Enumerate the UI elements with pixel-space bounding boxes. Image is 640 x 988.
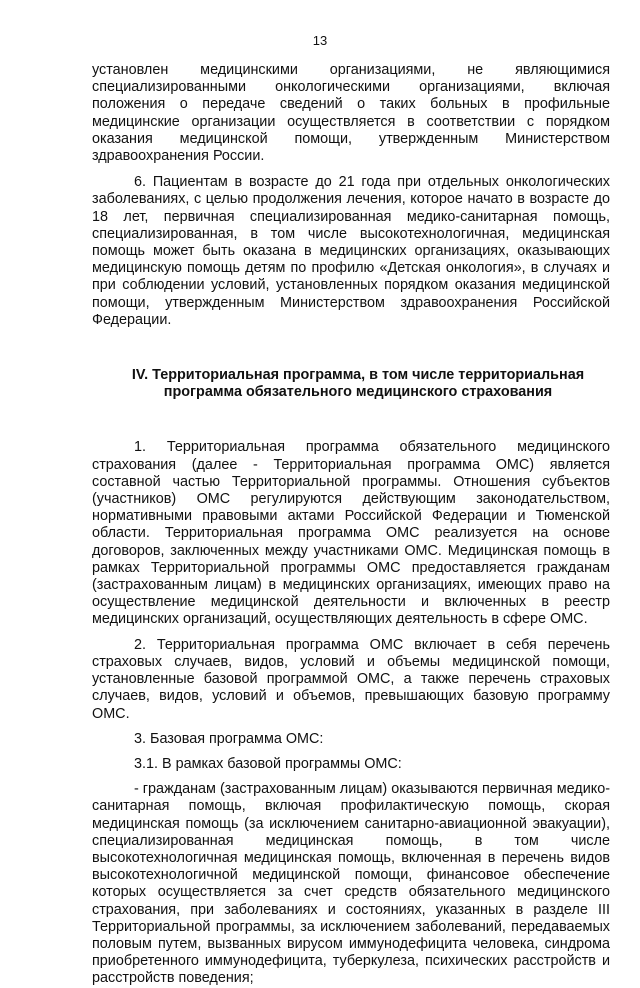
paragraph-list-item: - гражданам (застрахованным лицам) оказываются первичная медико-санитарная помощь, включая профилактическую помощь, скорая медицинская помощь (за исключением санитарно-авиационной эвакуации), специализированная медицинская помощь, в том числе высокотехнологичная медицинская помощь, включенная в перечень видов высокотехнологичной медицинской помощи, финансовое обеспечение которых осуществляется за счет средств обязательного медицинского страхования, при заболеваниях и состояниях, указанных в разделе III Территориальной программы, за исключением заболеваний, передаваемых половым путем, вызванных вирусом иммунодефицита человека, синдрома приобретенного иммунодефицита, туберкулеза, психических расстройств и расстройств поведения;	[92, 781, 610, 987]
paragraph-item-2: 2. Территориальная программа ОМС включает в себя перечень страховых случаев, видов, условий и объемы медицинской помощи, установленные базовой программой ОМС, а также перечень страховых случаев, видов, условий и объемов, превышающих базовую программу ОМС.	[92, 636, 610, 722]
section-heading-line-2: программа обязательного медицинского страхования	[163, 384, 553, 401]
document-body	[92, 62, 610, 988]
paragraph-item-6: 6. Пациентам в возрасте до 21 года при отдельных онкологических заболеваниях, с целью продолжения лечения, которое начато в возрасте до 18 лет, первичная специализированная медико-санитарная помощь, специализированная, в том числе высокотехнологичная, медицинская помощь может быть оказана в медицинских организациях, оказывающих медицинскую помощь детям по профилю «Детская онкология», в случаях и при соблюдении условий, установленных порядком оказания медицинской помощи, утвержденным Министерством здравоохранения Российской Федерации.	[92, 174, 610, 328]
paragraph-continuation: установлен медицинскими организациями, не являющимися специализированными онкологическими организациями, включая положения о передаче сведений о таких больных в профильные медицинские организации осуществляется в соответствии с порядком оказания медицинской помощи, утвержденным Министерством здравоохранения России.	[92, 62, 610, 165]
paragraph-item-3-1: 3.1. В рамках базовой программы ОМС:	[134, 755, 402, 772]
paragraph-item-1: 1. Территориальная программа обязательного медицинского страхования (далее - Территориальная программа ОМС) является составной частью Территориальной программы. Отношения субъектов (участников) ОМС регулируются действующим законодательством, нормативными правовыми актами Российской Федерации и Тюменской области. Территориальная программа ОМС реализуется на основе договоров, заключенных между участниками ОМС. Медицинская помощь в рамках Территориальной программы ОМС предоставляется гражданам (застрахованным лицам) в медицинских организациях, имеющих право на осуществление медицинской деятельности и включенных в реестр медицинских организаций, осуществляющих деятельность в сфере ОМС.	[92, 439, 610, 628]
section-heading-line-1: IV. Территориальная программа, в том числе территориальная	[131, 367, 585, 384]
page-number: 13	[312, 33, 328, 48]
section-heading	[92, 367, 610, 401]
paragraph-item-3: 3. Базовая программа ОМС:	[134, 730, 324, 747]
